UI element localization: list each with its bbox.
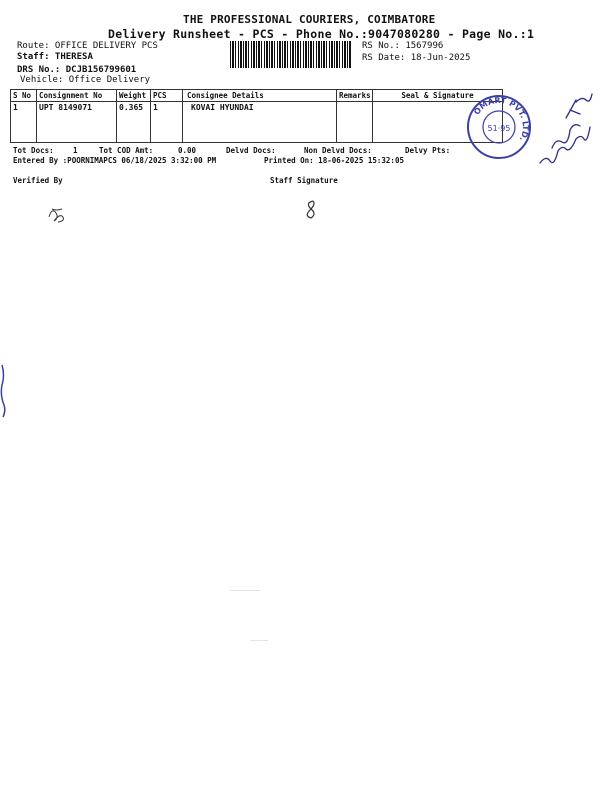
- rs-date: RS Date: 18-Jun-2025: [362, 53, 471, 63]
- rs-number: RS No.: 1567996: [362, 41, 444, 51]
- staff-label: Staff: THERESA: [17, 52, 93, 62]
- cell-pcs: 1: [151, 102, 183, 143]
- non-delvd-docs-label: Non Delvd Docs:: [304, 146, 372, 155]
- verifier-signature: [44, 203, 70, 225]
- table-header-row: [11, 90, 503, 102]
- col-header-consignee: Consignee Details: [183, 90, 337, 102]
- table-row: [11, 102, 503, 143]
- cell-weight: 0.365: [117, 102, 151, 143]
- stamp-text: OMART PVT. LTD.: [472, 95, 531, 143]
- drs-number: DRS No.: DCJB156799601: [17, 65, 137, 75]
- cell-consignee: KOVAI HYUNDAI: [183, 102, 337, 143]
- staff-signature: [302, 198, 324, 220]
- cell-consignment: UPT 8149071: [37, 102, 117, 143]
- runsheet-table: [10, 89, 503, 143]
- tot-cod-value: 0.00: [178, 146, 197, 155]
- handwritten-note: [532, 88, 600, 178]
- col-header-sno: S No: [11, 90, 37, 102]
- col-header-seal: Seal & Signature: [373, 90, 503, 102]
- tot-cod-label: Tot COD Amt:: [99, 146, 154, 155]
- route-label: Route: OFFICE DELIVERY PCS: [17, 41, 158, 51]
- barcode: [230, 41, 352, 68]
- faint-scan-mark: [230, 590, 260, 591]
- vehicle-label: Vehicle: Office Delivery: [20, 75, 151, 85]
- entered-by: Entered By :POORNIMAPCS 06/18/2025 3:32:00 PM: [13, 156, 217, 165]
- printed-on: Printed On: 18-06-2025 15:32:05: [264, 156, 404, 165]
- staff-signature-label: Staff Signature: [270, 176, 338, 185]
- company-title: THE PROFESSIONAL COURIERS, COIMBATORE: [183, 13, 436, 26]
- col-header-weight: Weight: [117, 90, 151, 102]
- delvd-docs-label: Delvd Docs:: [226, 146, 276, 155]
- company-seal-stamp: [466, 94, 532, 160]
- runsheet-subtitle: Delivery Runsheet - PCS - Phone No.:9047080280 - Page No.:1: [108, 27, 535, 41]
- col-header-pcs: PCS: [151, 90, 183, 102]
- verified-by-label: Verified By: [13, 176, 63, 185]
- tot-docs-value: 1: [73, 146, 78, 155]
- cell-sno: 1: [11, 102, 37, 143]
- scan-edge-mark: [0, 360, 8, 420]
- faint-scan-mark: [250, 640, 268, 641]
- delvy-pts-label: Delvy Pts:: [405, 146, 451, 155]
- col-header-consignment: Consignment No: [37, 90, 117, 102]
- col-header-remarks: Remarks: [337, 90, 373, 102]
- cell-remarks: [337, 102, 373, 143]
- svg-text:51·95: 51·95: [487, 124, 511, 133]
- tot-docs-label: Tot Docs:: [13, 146, 54, 155]
